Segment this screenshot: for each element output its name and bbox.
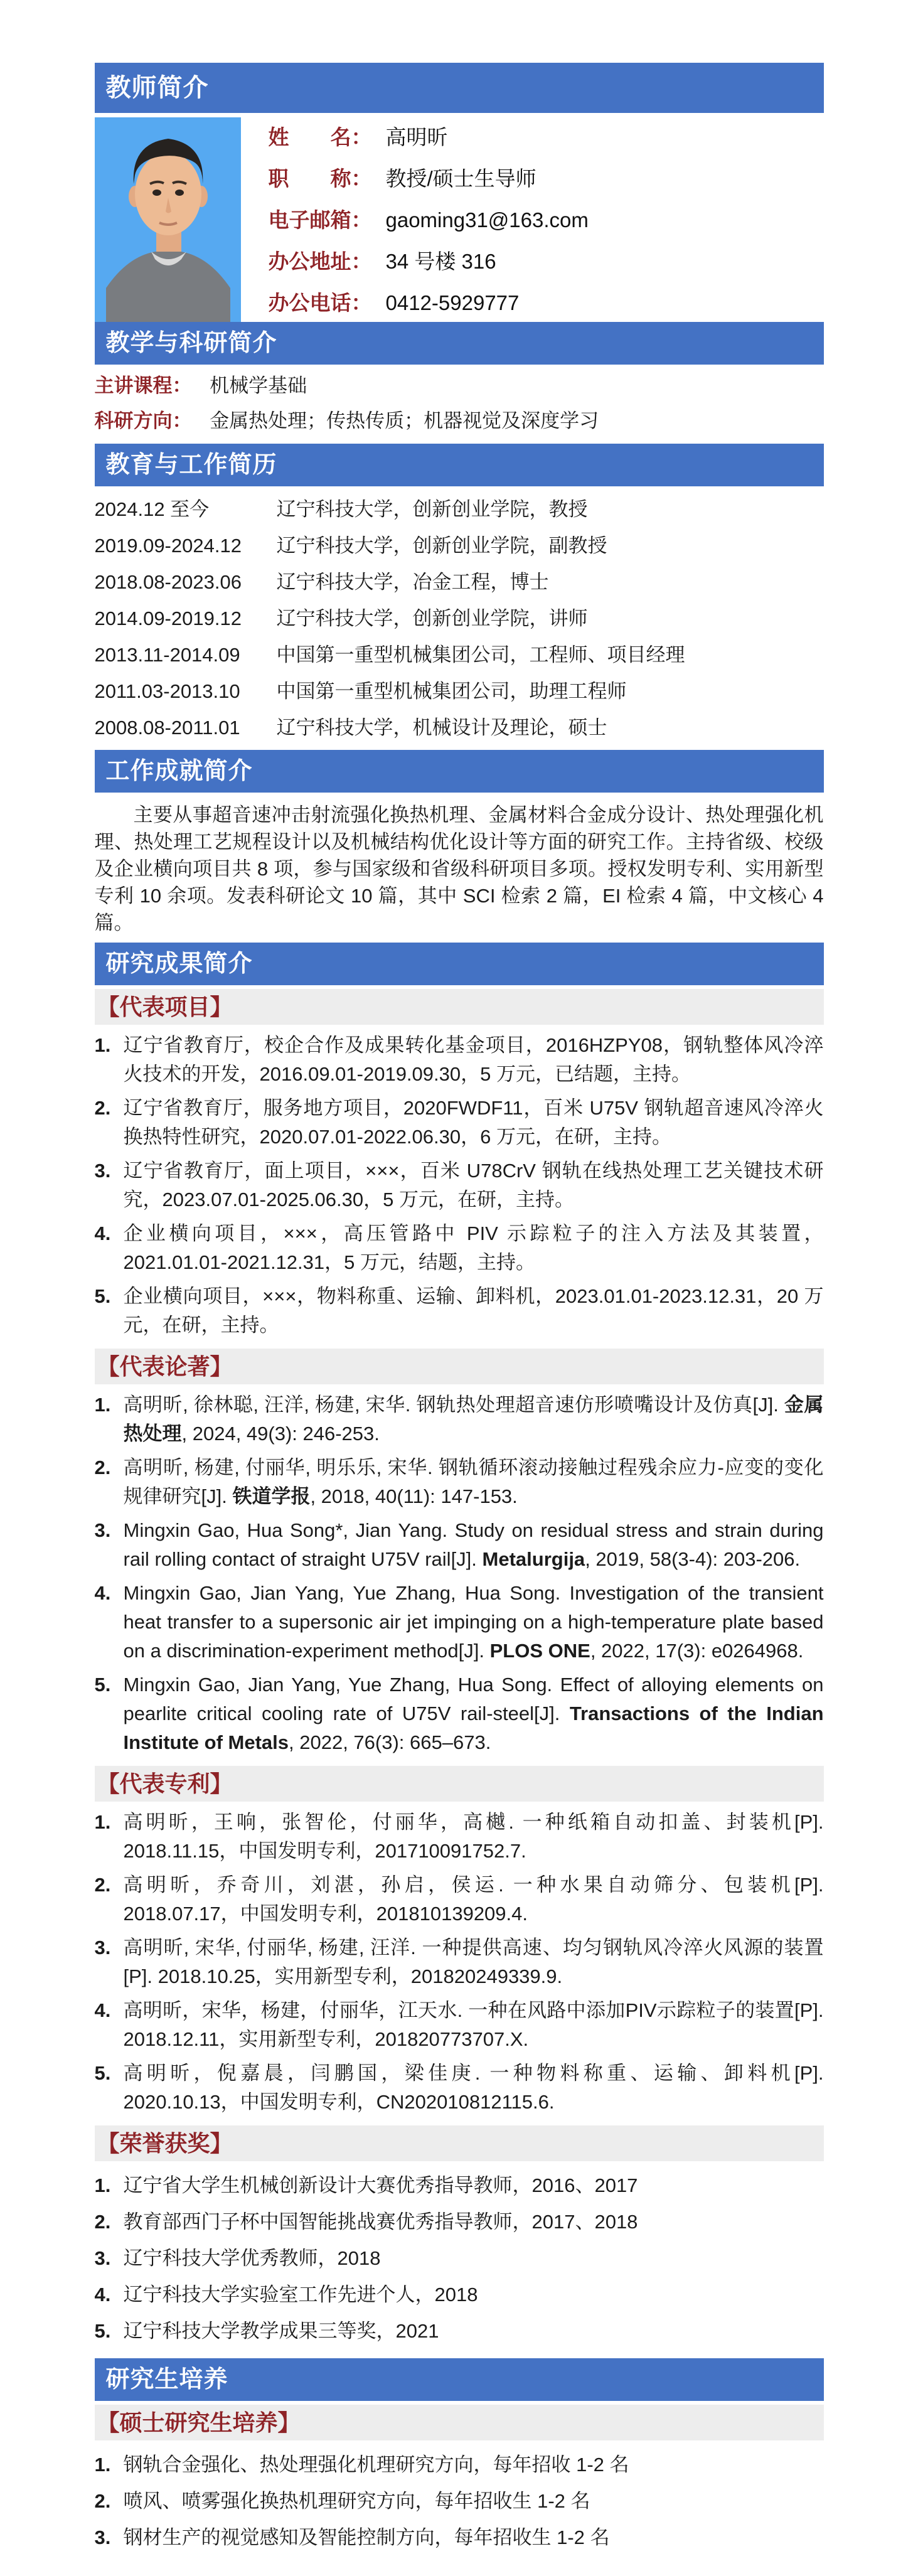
project-item-text: 辽宁省教育厅，校企合作及成果转化基金项目，2016HZPY08，钢轨整体风冷淬火技术的开发，2016.09.01-2019.09.30，5 万元，已结题，主持。 <box>123 1034 824 1085</box>
graduate-direction-text: 喷风、喷雾强化换热机理研究方向，每年招收生 1-2 名 <box>123 2490 590 2512</box>
profile-fields <box>241 117 824 322</box>
publications-heading-text: 【代表论著】 <box>97 1354 233 1379</box>
patent-item <box>95 2059 824 2117</box>
project-item-text: 企业横向项目，×××，高压管路中 PIV 示踪粒子的注入方法及其装置，2021.01.01-2021.12.31，5 万元，结题，主持。 <box>123 1222 824 1273</box>
profile-field-label: 电子邮箱： <box>268 208 372 232</box>
subsection-heading-projects <box>95 989 824 1025</box>
profile-field-row <box>269 166 824 191</box>
publication-item-text: Mingxin Gao, Hua Song*, Jian Yang. Study on residual stress and strain during rail rolling contact of straight U75V rail[J]. Metalurgija, 2019, 58(3-4): 203-206. <box>123 1519 824 1570</box>
graduate-direction-item <box>95 2483 824 2520</box>
project-item-text: 辽宁省教育厅，面上项目，×××，百米 U78CrV 钢轨在线热处理工艺关键技术研究，2023.07.01-2025.06.30，5 万元，在研，主持。 <box>123 1160 824 1211</box>
profile-field-label: 办公电话： <box>268 291 372 314</box>
honors-heading-text: 【荣誉获奖】 <box>97 2130 233 2156</box>
timeline-detail: 中国第一重型机械集团公司，工程师、项目经理 <box>276 644 685 666</box>
projects-list <box>95 1031 824 1340</box>
honor-item-text: 辽宁科技大学优秀教师，2018 <box>123 2247 381 2269</box>
section-title-graduate: 研究生培养 <box>105 2366 228 2393</box>
patent-item <box>95 1871 824 1928</box>
timeline-period: 2013.11-2014.09 <box>94 644 240 666</box>
honor-item <box>95 2277 824 2313</box>
publication-item-text: Mingxin Gao, Jian Yang, Yue Zhang, Hua Song. Investigation of the transient heat transfer to a supersonic air jet impinging on a high-temperature plate based on a discrimination-experiment method[J]. PLOS ONE, 2022, 17(3): e0264968. <box>123 1582 824 1662</box>
publication-item <box>95 1516 824 1574</box>
timeline-detail: 辽宁科技大学，创新创业学院，讲师 <box>276 607 588 629</box>
publication-item-text: 高明昕, 杨建, 付丽华, 明乐乐, 宋华. 钢轨循环滚动接触过程残余应力-应变的变化规律研究[J]. 铁道学报, 2018, 40(11): 147-153. <box>123 1456 824 1507</box>
teaching-row <box>95 404 824 439</box>
section-header-research <box>95 943 824 985</box>
timeline-period: 2014.09-2019.12 <box>94 607 242 629</box>
publication-item-text: 高明昕, 徐林聪, 汪洋, 杨建, 宋华. 钢轨热处理超音速仿形喷嘴设计及仿真[J]. 金属热处理, 2024, 49(3): 246-253. <box>123 1394 824 1445</box>
honor-item <box>95 2313 824 2349</box>
teaching-rows <box>95 365 824 444</box>
patent-item-text: 高明昕，乔奇川，刘湛，孙启，侯运. 一种水果自动筛分、包装机[P]. 2018.07.17，中国发明专利，201810139209.4. <box>123 1874 824 1925</box>
section-header-teaching <box>95 322 824 365</box>
graduate-direction-item <box>95 2520 824 2556</box>
timeline-period: 2008.08-2011.01 <box>94 717 240 739</box>
portrait-illustration <box>95 117 241 322</box>
graduate-direction-text: 钢材生产的视觉感知及智能控制方向，每年招收生 1-2 名 <box>123 2526 610 2548</box>
profile-photo <box>95 117 241 322</box>
publications-list <box>95 1391 824 1757</box>
honor-item <box>95 2240 824 2277</box>
patent-item-text: 高明昕，倪嘉晨，闫鹏国，梁佳庚. 一种物料称重、运输、卸料机[P]. 2020.10.13，中国发明专利，CN202010812115.6. <box>123 2062 824 2113</box>
teaching-row-value: 金属热处理；传热传质；机器视觉及深度学习 <box>210 410 599 432</box>
timeline-period: 2011.03-2013.10 <box>94 680 240 702</box>
honors-list <box>95 2167 824 2349</box>
honor-item <box>95 2167 824 2204</box>
patents-heading-text: 【代表专利】 <box>97 1771 233 1797</box>
honor-item-text: 辽宁省大学生机械创新设计大赛优秀指导教师，2016、2017 <box>123 2174 638 2196</box>
honor-item-text: 辽宁科技大学实验室工作先进个人，2018 <box>123 2284 478 2306</box>
profile-field-row <box>269 208 824 233</box>
patent-item-text: 高明昕，宋华，杨建，付丽华，江天水. 一种在风路中添加PIV示踪粒子的装置[P]. 2018.12.11，实用新型专利，201820773707.X. <box>123 1999 824 2050</box>
achievements-paragraph: 主要从事超音速冲击射流强化换热机理、金属材料合金成分设计、热处理强化机理、热处理工艺规程设计以及机械结构优化设计等方面的研究工作。主持省级、校级及企业横向项目共 8 项，参与国家级和省级科研项目多项。授权发明专利、实用新型专利 10 余项。发表科研论文 10 篇，其中 SCI 检索 2 篇，EI 检索 4 篇，中文核心 4 篇。 <box>94 804 824 934</box>
profile-section <box>95 117 824 322</box>
project-item <box>95 1031 824 1089</box>
project-item <box>95 1094 824 1152</box>
profile-field-value: 高明昕 <box>385 126 448 149</box>
honor-item <box>95 2204 824 2240</box>
publication-item <box>95 1670 824 1757</box>
timeline-detail: 中国第一重型机械集团公司，助理工程师 <box>276 680 627 702</box>
projects-heading-text: 【代表项目】 <box>97 994 233 1020</box>
teaching-row-label: 主讲课程： <box>94 375 192 397</box>
subsection-heading-patents <box>95 1766 824 1802</box>
timeline-detail: 辽宁科技大学，机械设计及理论，硕士 <box>276 717 607 739</box>
publication-item <box>95 1391 824 1448</box>
patent-item-text: 高明昕, 宋华, 付丽华, 杨建, 汪洋. 一种提供高速、均匀钢轨风冷淬火风源的装置[P]. 2018.10.25，实用新型专利，201820249339.9. <box>123 1937 824 1987</box>
project-item-text: 辽宁省教育厅，服务地方项目，2020FWDF11，百米 U75V 钢轨超音速风冷淬火换热特性研究，2020.07.01-2022.06.30，6 万元，在研，主持。 <box>123 1097 824 1148</box>
timeline-row <box>95 637 824 673</box>
teaching-row <box>95 368 824 404</box>
honor-item-text: 辽宁科技大学教学成果三等奖，2021 <box>123 2320 439 2342</box>
section-title-achievements: 工作成就简介 <box>105 758 253 784</box>
honor-item-text: 教育部西门子杯中国智能挑战赛优秀指导教师，2017、2018 <box>123 2211 638 2233</box>
project-item <box>95 1157 824 1214</box>
profile-field-row <box>269 291 824 316</box>
section-header-graduate <box>95 2358 824 2401</box>
project-item-text: 企业横向项目，×××，物料称重、运输、卸料机，2023.01.01-2023.12.31，20 万元，在研，主持。 <box>123 1285 824 1336</box>
timeline-row <box>95 601 824 637</box>
timeline-period: 2018.08-2023.06 <box>94 571 242 593</box>
graduate-direction-item <box>95 2447 824 2483</box>
teaching-row-label: 科研方向： <box>94 410 192 432</box>
timeline-period: 2019.09-2024.12 <box>94 535 242 557</box>
profile-field-label: 职 称： <box>268 167 372 190</box>
patent-item <box>95 1808 824 1866</box>
profile-field-value: gaoming31@163.com <box>385 208 589 232</box>
timeline-period: 2024.12 至今 <box>94 498 210 520</box>
timeline-row <box>95 564 824 601</box>
timeline-detail: 辽宁科技大学，创新创业学院，教授 <box>276 498 588 520</box>
graduate-direction-text: 钢轨合金强化、热处理强化机理研究方向，每年招收 1-2 名 <box>123 2454 629 2476</box>
patent-item <box>95 1933 824 1991</box>
timeline-detail: 辽宁科技大学，冶金工程，博士 <box>276 571 549 593</box>
history-timeline <box>95 486 824 750</box>
timeline-detail: 辽宁科技大学，创新创业学院，副教授 <box>276 535 607 557</box>
profile-field-row <box>269 125 824 150</box>
profile-field-value: 0412-5929777 <box>385 291 520 314</box>
publication-item-text: Mingxin Gao, Jian Yang, Yue Zhang, Hua Song. Effect of alloying elements on pearlite critical cooling rate of U75V rail-steel[J]. Transactions of the Indian Institute of Metals, 2022, 76(3): 665–673. <box>123 1674 824 1753</box>
publication-item <box>95 1579 824 1665</box>
masters-heading-text: 【硕士研究生培养】 <box>97 2410 301 2435</box>
profile-field-value: 34 号楼 316 <box>385 250 496 273</box>
publication-item <box>95 1453 824 1511</box>
section-title-history: 教育与工作简历 <box>105 452 277 478</box>
section-title-teaching: 教学与科研简介 <box>105 330 277 356</box>
section-title-research: 研究成果简介 <box>105 951 253 977</box>
timeline-row <box>95 491 824 528</box>
project-item <box>95 1282 824 1340</box>
project-item <box>95 1219 824 1277</box>
graduate-directions-list <box>95 2447 824 2556</box>
subsection-heading-publications <box>95 1349 824 1384</box>
profile-field-value: 教授/硕士生导师 <box>385 167 536 190</box>
section-header-achievements <box>95 750 824 793</box>
profile-field-label: 姓 名： <box>268 126 372 149</box>
teaching-row-value: 机械学基础 <box>210 375 307 397</box>
subsection-heading-honors <box>95 2125 824 2161</box>
section-header-history <box>95 444 824 486</box>
patents-list <box>95 1808 824 2117</box>
subsection-heading-masters <box>95 2405 824 2440</box>
timeline-row <box>95 528 824 564</box>
patent-item-text: 高明昕，王响，张智伦，付丽华，高樾. 一种纸箱自动扣盖、封装机[P]. 2018.11.15，中国发明专利，201710091752.7. <box>123 1811 824 1862</box>
timeline-row <box>95 673 824 710</box>
timeline-row <box>95 710 824 746</box>
content-column <box>95 0 824 2556</box>
profile-field-label: 办公地址： <box>268 250 372 273</box>
profile-field-row <box>269 249 824 274</box>
section-header-teacher-intro <box>95 63 824 113</box>
patent-item <box>95 1996 824 2054</box>
page-title: 教师简介 <box>105 74 209 102</box>
